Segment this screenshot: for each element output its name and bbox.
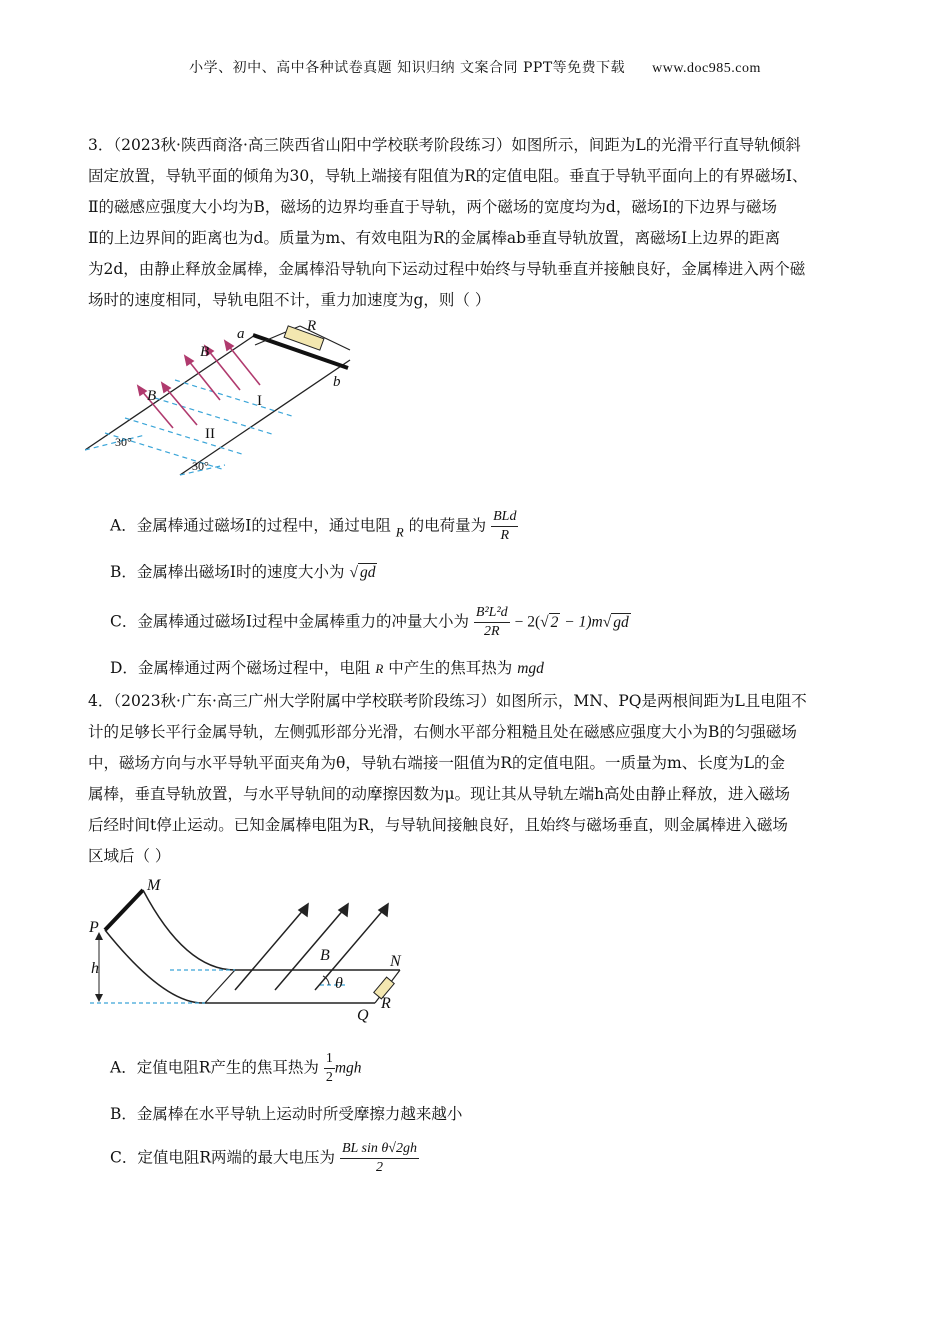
- label-I: I: [257, 393, 262, 409]
- page-header: [0, 57, 950, 77]
- label-P: P: [89, 919, 99, 936]
- numerator: 1: [324, 1050, 335, 1069]
- sqrt: √ gd: [349, 564, 376, 581]
- sqrt: √ 2: [540, 613, 559, 631]
- denominator: 2: [325, 1070, 333, 1085]
- option-text: C．定值电阻R两端的最大电压为: [110, 1148, 336, 1167]
- fraction: [491, 508, 518, 545]
- option-text: B．金属棒出磁场Ⅰ时的速度大小为: [110, 563, 345, 581]
- numerator: B²L²d: [474, 604, 510, 623]
- label-R: R: [307, 320, 317, 334]
- q4-option-b: [110, 1102, 462, 1124]
- option-text: B．金属棒在水平导轨上运动时所受摩擦力越来越小: [110, 1105, 463, 1123]
- q4-figure: [85, 870, 425, 1025]
- q3-line: Ⅱ的上边界间的距离也为d。质量为m、有效电阻为R的金属棒ab垂直导轨放置，离磁场Ⅰ上边界的距离: [88, 229, 781, 247]
- option-text: A．金属棒通过磁场Ⅰ的过程中，通过电阻: [110, 516, 391, 535]
- sqrt: √ gd: [602, 613, 629, 631]
- expr-part: − 1)m: [560, 613, 603, 631]
- q3-option-c: [110, 604, 631, 641]
- denominator: R: [500, 528, 510, 543]
- q4-stem: [88, 686, 878, 872]
- option-text: 的电荷量为: [408, 516, 487, 535]
- denominator: 2: [375, 1160, 383, 1175]
- q4-option-a: [110, 1050, 362, 1087]
- option-text: D．金属棒通过两个磁场过程中，电阻: [110, 659, 371, 677]
- header-text: 小学、初中、高中各种试卷真题 知识归纳 文案合同 PPT等免费下载: [189, 60, 626, 76]
- numerator: BLd: [491, 508, 518, 527]
- q4-option-c: [110, 1140, 419, 1177]
- q4-line: 中，磁场方向与水平导轨平面夹角为θ，导轨右端接一阻值为R的定值电阻。一质量为m、长度为L的金: [88, 754, 785, 772]
- label-B1: B: [200, 344, 210, 360]
- q3-option-d: [110, 656, 544, 678]
- q3-option-b: [110, 560, 377, 582]
- denominator: 2R: [484, 624, 500, 639]
- label-angle1: 30°: [115, 435, 132, 449]
- label-B2: B: [147, 388, 157, 404]
- option-value: mgd: [517, 660, 544, 677]
- label-b: b: [333, 374, 341, 390]
- q4-line: 计的足够长平行金属导轨，左侧弧形部分光滑，右侧水平部分粗糙且处在磁感应强度大小为B的匀强磁场: [88, 723, 797, 741]
- option-text: A．定值电阻R产生的焦耳热为: [110, 1058, 319, 1077]
- radicand: gd: [613, 613, 629, 631]
- label-theta: θ: [335, 975, 343, 992]
- q4-line: 后经时间t停止运动。已知金属棒电阻为R，与导轨间接触良好，且始终与磁场垂直，则金属棒进入磁场: [88, 816, 788, 834]
- q3-line: 为2d，由静止释放金属棒，金属棒沿导轨向下运动过程中始终与导轨垂直并接触良好，金属棒进入两个磁: [88, 260, 806, 278]
- label-II: II: [205, 426, 215, 442]
- label-N: N: [390, 953, 401, 970]
- q4-line: 4．（2023秋·广东·高三广州大学附属中学校联考阶段练习）如图所示，MN、PQ是两根间距为L且电阻不: [88, 692, 807, 710]
- expr-part: − 2(: [514, 613, 541, 631]
- q3-line: 3．（2023秋·陕西商洛·高三陕西省山阳中学校联考阶段练习）如图所示，间距为L的光滑平行直导轨倾斜: [88, 136, 801, 154]
- fraction: [474, 604, 510, 641]
- q4-line: 属棒，垂直导轨放置，与水平导轨间的动摩擦因数为μ。现让其从导轨左端h高处由静止释放，进入磁场: [88, 785, 791, 803]
- label-a: a: [237, 326, 245, 342]
- label-B: B: [320, 947, 330, 964]
- header-url[interactable]: www.doc985.com: [652, 61, 761, 76]
- option-text: C．金属棒通过磁场Ⅰ过程中金属棒重力的冲量大小为: [110, 612, 469, 631]
- label-R: R: [381, 995, 391, 1012]
- option-value: mgh: [334, 1059, 362, 1077]
- label-Q: Q: [357, 1007, 369, 1024]
- q3-stem: [88, 130, 878, 316]
- label-angle2: 30°: [192, 459, 209, 473]
- label-h: h: [91, 960, 99, 977]
- q3-line: 固定放置，导轨平面的倾角为30，导轨上端接有阻值为R的定值电阻。垂直于导轨平面向上的有界磁场Ⅰ、: [88, 167, 808, 185]
- q3-option-a: [110, 508, 518, 545]
- option-text: 中产生的焦耳热为: [388, 659, 513, 677]
- fraction: [340, 1140, 419, 1177]
- option-var: R: [395, 524, 404, 540]
- numerator: BL sin θ√2gh: [340, 1140, 419, 1159]
- q4-line: 区域后（ ）: [88, 847, 171, 865]
- q3-figure: [85, 320, 375, 485]
- fraction: [324, 1050, 335, 1087]
- q3-line: 场时的速度相同，导轨电阻不计，重力加速度为g，则（ ）: [88, 291, 491, 309]
- label-M: M: [147, 877, 161, 894]
- radicand: gd: [359, 564, 376, 581]
- option-var: R: [375, 661, 384, 676]
- radicand: 2: [550, 613, 559, 631]
- q3-line: Ⅱ的磁感应强度大小均为B，磁场的边界均垂直于导轨，两个磁场的宽度均为d，磁场Ⅰ的下边界与磁场: [88, 198, 777, 216]
